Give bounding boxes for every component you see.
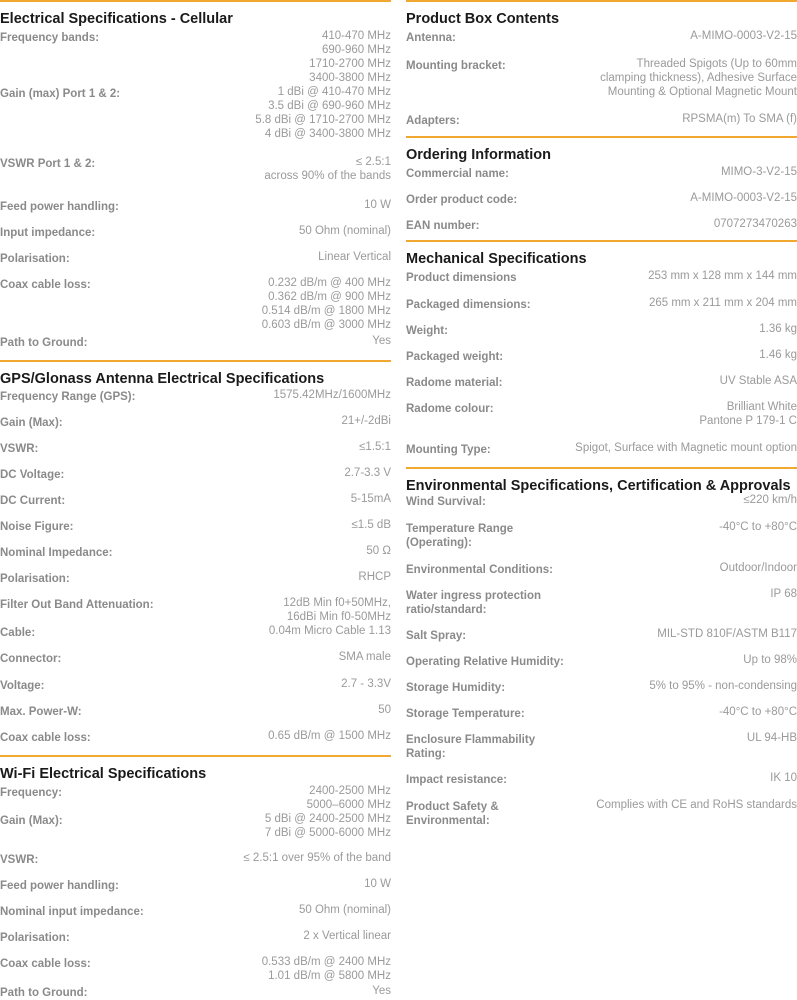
spec-row bbox=[0, 544, 391, 560]
spec-value bbox=[264, 155, 391, 183]
spec-row bbox=[406, 520, 797, 550]
spec-value-line: 50 Ohm (nominal) bbox=[298, 904, 391, 916]
spec-value-line: 0.04m Micro Cable 1.13 bbox=[268, 625, 391, 637]
spec-row bbox=[406, 679, 797, 695]
spec-label: Adapters: bbox=[406, 115, 460, 127]
spec-row bbox=[0, 903, 391, 919]
spec-label: Polarisation: bbox=[0, 253, 70, 265]
spec-label: Antenna: bbox=[406, 32, 456, 44]
spec-row bbox=[406, 29, 797, 45]
spec-row bbox=[406, 57, 797, 99]
spec-value-line: Up to 98% bbox=[743, 654, 797, 666]
spec-value-line: RPSMA(m) To SMA (f) bbox=[682, 113, 797, 125]
spec-row bbox=[406, 400, 797, 428]
spec-row bbox=[0, 570, 391, 586]
spec-row bbox=[406, 374, 797, 390]
spec-row bbox=[0, 984, 391, 1000]
spec-row bbox=[0, 703, 391, 719]
spec-row bbox=[406, 627, 797, 643]
spec-row bbox=[0, 955, 391, 983]
spec-row bbox=[0, 388, 391, 404]
spec-label: Storage Humidity: bbox=[406, 682, 506, 694]
spec-value-line: Yes bbox=[372, 985, 391, 997]
spec-label: Radome material: bbox=[406, 377, 503, 389]
spec-label: VSWR Port 1 & 2: bbox=[0, 158, 96, 170]
spec-value-line: Complies with CE and RoHS standards bbox=[596, 799, 797, 811]
spec-value-line: 50 Ω bbox=[366, 545, 391, 557]
spec-value-line: IP 68 bbox=[770, 588, 797, 600]
spec-value bbox=[309, 29, 391, 85]
spec-label: Radome colour: bbox=[406, 403, 494, 415]
spec-value-line: ≤220 km/h bbox=[743, 494, 797, 506]
spec-row bbox=[0, 334, 391, 350]
spec-label: Operating Relative Humidity: bbox=[406, 656, 564, 668]
spec-value bbox=[265, 812, 391, 840]
spec-value-line: 410-470 MHz bbox=[321, 30, 391, 42]
spec-label: VSWR: bbox=[0, 443, 39, 455]
spec-value bbox=[307, 784, 391, 812]
spec-label: Max. Power-W: bbox=[0, 706, 82, 718]
spec-value-line: 0.533 dB/m @ 2400 MHz bbox=[261, 956, 391, 968]
spec-value-line: 16dBi Min f0-50MHz bbox=[286, 611, 391, 623]
spec-value-line: 0707273470263 bbox=[713, 218, 797, 230]
spec-row bbox=[406, 731, 797, 761]
spec-value bbox=[747, 731, 797, 745]
spec-label: Path to Ground: bbox=[0, 987, 88, 999]
spec-label: Temperature Range (Operating): bbox=[406, 523, 514, 549]
spec-row bbox=[0, 85, 391, 141]
spec-row bbox=[406, 493, 797, 509]
spec-row bbox=[0, 276, 391, 332]
spec-label: Enclosure Flammability Rating: bbox=[406, 734, 536, 760]
spec-label: Filter Out Band Attenuation: bbox=[0, 599, 154, 611]
spec-label: Nominal Impedance: bbox=[0, 547, 113, 559]
spec-row bbox=[0, 155, 391, 183]
spec-value-line: 5% to 95% - non-condensing bbox=[649, 680, 797, 692]
spec-value-line: 253 mm x 128 mm x 144 mm bbox=[648, 270, 797, 282]
section-title: Mechanical Specifications bbox=[406, 251, 587, 267]
spec-row bbox=[0, 851, 391, 867]
spec-value-line: UL 94-HB bbox=[746, 732, 797, 744]
spec-row bbox=[0, 492, 391, 508]
spec-label: DC Voltage: bbox=[0, 469, 65, 481]
spec-value bbox=[720, 374, 797, 388]
spec-value bbox=[770, 587, 797, 601]
spec-value bbox=[358, 570, 391, 584]
spec-value-line: clamping thickness), Adhesive Surface bbox=[600, 72, 797, 84]
spec-value-line: 50 bbox=[378, 704, 391, 716]
spec-value-line: 5000–6000 MHz bbox=[306, 799, 391, 811]
spec-row bbox=[406, 441, 797, 457]
left-section-2 bbox=[0, 360, 391, 390]
spec-label: Polarisation: bbox=[0, 573, 70, 585]
spec-value bbox=[719, 705, 797, 719]
spec-label: Connector: bbox=[0, 653, 62, 665]
spec-value-line: 0.603 dB/m @ 3000 MHz bbox=[261, 319, 391, 331]
spec-value bbox=[743, 493, 797, 507]
spec-value bbox=[283, 596, 391, 624]
left-section-1 bbox=[0, 0, 391, 30]
spec-label: Input impedance: bbox=[0, 227, 96, 239]
right-section-1 bbox=[406, 0, 797, 30]
spec-value bbox=[273, 388, 391, 402]
spec-value bbox=[699, 400, 797, 428]
spec-value bbox=[657, 627, 797, 641]
spec-value-line: 0.362 dB/m @ 900 MHz bbox=[268, 291, 391, 303]
spec-label: Polarisation: bbox=[0, 932, 70, 944]
spec-value bbox=[341, 677, 391, 691]
spec-label: Wind Survival: bbox=[406, 496, 486, 508]
spec-label: Frequency bands: bbox=[0, 32, 100, 44]
spec-value bbox=[299, 903, 391, 917]
spec-value-line: MIMO-3-V2-15 bbox=[720, 166, 797, 178]
spec-value-line: ≤1.5:1 bbox=[359, 441, 391, 453]
section-title: Electrical Specifications - Cellular bbox=[0, 11, 233, 27]
spec-label: Commercial name: bbox=[406, 168, 509, 180]
spec-value bbox=[364, 198, 391, 212]
section-title: Ordering Information bbox=[406, 147, 551, 163]
spec-value-line: Outdoor/Indoor bbox=[719, 562, 797, 574]
spec-row bbox=[0, 466, 391, 482]
spec-label: VSWR: bbox=[0, 854, 39, 866]
spec-value-line: Mounting & Optional Magnetic Mount bbox=[607, 86, 797, 98]
spec-value bbox=[269, 624, 391, 638]
section-title: Product Box Contents bbox=[406, 11, 560, 27]
spec-value-line: 5.8 dBi @ 1710-2700 MHz bbox=[255, 114, 391, 126]
spec-label: Order product code: bbox=[406, 194, 518, 206]
spec-row bbox=[406, 191, 797, 207]
spec-value-line: Yes bbox=[372, 335, 391, 347]
spec-label: EAN number: bbox=[406, 220, 480, 232]
spec-value bbox=[359, 440, 391, 454]
spec-value bbox=[364, 877, 391, 891]
spec-label: Water ingress protection ratio/standard: bbox=[406, 590, 542, 616]
spec-value-line: SMA male bbox=[338, 651, 391, 663]
spec-value bbox=[351, 492, 391, 506]
spec-label: Coax cable loss: bbox=[0, 958, 91, 970]
spec-row bbox=[406, 348, 797, 364]
spec-label: Product dimensions bbox=[406, 272, 517, 284]
section-title: Wi-Fi Electrical Specifications bbox=[0, 766, 207, 782]
spec-label: DC Current: bbox=[0, 495, 66, 507]
spec-row bbox=[0, 29, 391, 85]
spec-value bbox=[243, 851, 391, 865]
spec-value-line: -40°C to +80°C bbox=[719, 521, 797, 533]
spec-value-line: 5-15mA bbox=[350, 493, 391, 505]
spec-row bbox=[406, 217, 797, 233]
spec-value bbox=[720, 561, 797, 575]
spec-value bbox=[372, 334, 391, 348]
spec-label: Feed power handling: bbox=[0, 201, 119, 213]
spec-value-line: 10 W bbox=[364, 199, 391, 211]
spec-value-line: IK 10 bbox=[770, 772, 797, 784]
spec-row bbox=[406, 653, 797, 669]
spec-value bbox=[255, 85, 391, 141]
spec-row bbox=[0, 250, 391, 266]
spec-row bbox=[0, 624, 391, 640]
spec-value bbox=[648, 269, 797, 283]
spec-value-line: 3400-3800 MHz bbox=[309, 72, 391, 84]
spec-row bbox=[406, 112, 797, 128]
spec-value-line: ≤ 2.5:1 over 95% of the band bbox=[243, 852, 391, 864]
spec-row bbox=[0, 929, 391, 945]
spec-label: Mounting Type: bbox=[406, 444, 491, 456]
spec-label: Environmental Conditions: bbox=[406, 564, 553, 576]
left-section-3 bbox=[0, 755, 391, 785]
spec-value bbox=[682, 112, 797, 126]
right-section-3 bbox=[406, 240, 797, 270]
spec-label: Product Safety & Environmental: bbox=[406, 801, 499, 827]
spec-value bbox=[649, 679, 797, 693]
spec-label: Weight: bbox=[406, 325, 448, 337]
spec-value bbox=[299, 224, 391, 238]
spec-value bbox=[714, 217, 797, 231]
spec-label: Packaged dimensions: bbox=[406, 299, 531, 311]
spec-value-line: Linear Vertical bbox=[318, 251, 391, 263]
spec-value bbox=[575, 441, 797, 455]
spec-value-line: 2.7 - 3.3V bbox=[341, 678, 391, 690]
spec-value-line: 2400-2500 MHz bbox=[309, 785, 391, 797]
spec-value-line: 0.65 dB/m @ 1500 MHz bbox=[268, 730, 391, 742]
spec-value-line: 1710-2700 MHz bbox=[309, 58, 391, 70]
spec-row bbox=[406, 322, 797, 338]
spec-row bbox=[0, 877, 391, 893]
spec-value bbox=[743, 653, 797, 667]
spec-row bbox=[406, 165, 797, 181]
spec-value bbox=[341, 414, 391, 428]
spec-value-line: across 90% of the bands bbox=[264, 170, 391, 182]
spec-value-line: ≤ 2.5:1 bbox=[355, 156, 391, 168]
spec-value bbox=[378, 703, 391, 717]
spec-value bbox=[318, 250, 391, 264]
spec-value-line: Brilliant White bbox=[726, 401, 797, 413]
spec-row bbox=[406, 771, 797, 787]
spec-value bbox=[759, 348, 797, 362]
spec-value-line: 21+/-2dBi bbox=[341, 415, 391, 427]
spec-label: Coax cable loss: bbox=[0, 732, 91, 744]
spec-value bbox=[303, 929, 391, 943]
spec-value-line: 2.7-3.3 V bbox=[344, 467, 391, 479]
spec-label: Path to Ground: bbox=[0, 337, 88, 349]
spec-value-line: 5 dBi @ 2400-2500 MHz bbox=[264, 813, 391, 825]
spec-value bbox=[339, 650, 391, 664]
spec-label: Impact resistance: bbox=[406, 774, 507, 786]
spec-value-line: 1575.42MHz/1600MHz bbox=[273, 389, 391, 401]
spec-value bbox=[557, 798, 797, 813]
spec-value-line: MIL-STD 810F/ASTM B117 bbox=[657, 628, 797, 640]
spec-value-line: 2 x Vertical linear bbox=[303, 930, 391, 942]
spec-value bbox=[690, 191, 797, 205]
spec-value-line: 1.01 dB/m @ 5800 MHz bbox=[268, 970, 391, 982]
spec-value-line: A-MIMO-0003-V2-15 bbox=[690, 192, 797, 204]
spec-label: Feed power handling: bbox=[0, 880, 119, 892]
spec-value-line: 0.514 dB/m @ 1800 MHz bbox=[261, 305, 391, 317]
spec-label: Gain (Max): bbox=[0, 417, 63, 429]
spec-value-line: 3.5 dBi @ 690-960 MHz bbox=[268, 100, 391, 112]
spec-value-line: ≤1.5 dB bbox=[351, 519, 391, 531]
spec-label: Noise Figure: bbox=[0, 521, 74, 533]
spec-label: Nominal input impedance: bbox=[0, 906, 144, 918]
spec-value-line: 1.36 kg bbox=[759, 323, 797, 335]
spec-label: Frequency: bbox=[0, 787, 62, 799]
spec-value bbox=[344, 466, 391, 480]
spec-value-line: 265 mm x 211 mm x 204 mm bbox=[648, 297, 797, 309]
spec-value-line: Spigot, Surface with Magnetic mount option bbox=[575, 442, 797, 454]
spec-value-line: -40°C to +80°C bbox=[719, 706, 797, 718]
spec-label: Cable: bbox=[0, 627, 36, 639]
section-title: Environmental Specifications, Certification & Approvals bbox=[406, 478, 791, 494]
spec-value-line: Threaded Spigots (Up to 60mm bbox=[636, 58, 797, 70]
spec-value-line: 690-960 MHz bbox=[321, 44, 391, 56]
spec-label: Gain (Max): bbox=[0, 815, 63, 827]
spec-value-line: 1.46 kg bbox=[759, 349, 797, 361]
spec-row bbox=[406, 269, 797, 285]
spec-row bbox=[0, 812, 391, 840]
spec-value-line: 10 W bbox=[364, 878, 391, 890]
spec-row bbox=[0, 518, 391, 534]
spec-value-line: 0.232 dB/m @ 400 MHz bbox=[268, 277, 391, 289]
spec-value bbox=[268, 729, 391, 743]
spec-row bbox=[0, 440, 391, 456]
spec-value-line: 1 dBi @ 410-470 MHz bbox=[277, 86, 391, 98]
spec-row bbox=[0, 729, 391, 745]
spec-label: Voltage: bbox=[0, 680, 45, 692]
spec-value bbox=[721, 165, 797, 179]
spec-value bbox=[366, 544, 391, 558]
spec-value-line: 7 dBi @ 5000-6000 MHz bbox=[264, 827, 391, 839]
spec-label: Packaged weight: bbox=[406, 351, 504, 363]
spec-value bbox=[262, 955, 391, 983]
spec-row bbox=[406, 798, 797, 828]
spec-label: Salt Spray: bbox=[406, 630, 467, 642]
spec-value-line: Pantone P 179-1 C bbox=[699, 415, 797, 427]
spec-row bbox=[406, 296, 797, 312]
spec-row bbox=[406, 587, 797, 617]
spec-label: Mounting bracket: bbox=[406, 60, 506, 72]
spec-value bbox=[690, 29, 797, 43]
spec-value-line: UV Stable ASA bbox=[719, 375, 797, 387]
spec-label: Storage Temperature: bbox=[406, 708, 525, 720]
spec-value bbox=[770, 771, 797, 785]
spec-row bbox=[0, 596, 391, 624]
spec-row bbox=[0, 650, 391, 666]
spec-value-line: RHCP bbox=[358, 571, 391, 583]
spec-row bbox=[0, 224, 391, 240]
spec-row bbox=[406, 705, 797, 721]
right-section-2 bbox=[406, 136, 797, 166]
spec-value-line: 12dB Min f0+50MHz, bbox=[283, 597, 391, 609]
spec-label: Frequency Range (GPS): bbox=[0, 391, 136, 403]
spec-label: Gain (max) Port 1 & 2: bbox=[0, 88, 121, 100]
spec-value-line: 4 dBi @ 3400-3800 MHz bbox=[264, 128, 391, 140]
spec-value bbox=[719, 520, 797, 534]
spec-row bbox=[0, 784, 391, 812]
spec-value-line: 50 Ohm (nominal) bbox=[298, 225, 391, 237]
spec-row bbox=[0, 198, 391, 214]
spec-value bbox=[759, 322, 797, 336]
spec-value bbox=[262, 276, 391, 332]
spec-value bbox=[351, 518, 391, 532]
spec-label: Coax cable loss: bbox=[0, 279, 91, 291]
spec-value-line: A-MIMO-0003-V2-15 bbox=[690, 30, 797, 42]
spec-value bbox=[649, 296, 797, 310]
spec-value bbox=[372, 984, 391, 998]
section-title: GPS/Glonass Antenna Electrical Specifications bbox=[0, 371, 325, 387]
spec-row bbox=[0, 414, 391, 430]
spec-row bbox=[0, 677, 391, 693]
spec-value bbox=[600, 57, 797, 99]
spec-row bbox=[406, 561, 797, 577]
